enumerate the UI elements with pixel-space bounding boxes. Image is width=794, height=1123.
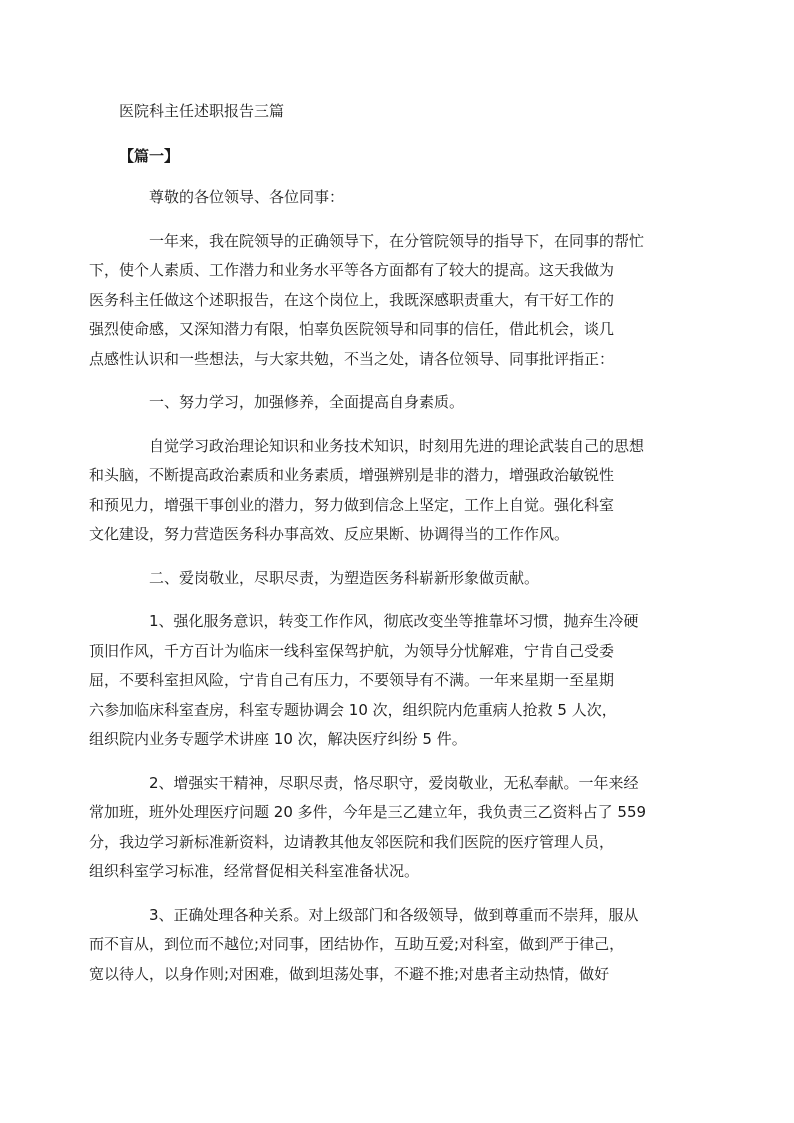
paragraph-line: 而不盲从，到位而不越位;对同事，团结协作，互助互爱;对科室，做到严于律己， — [89, 935, 625, 953]
paragraph-line: 1、强化服务意识，转变工作作风，彻底改变坐等推靠坏习惯，抛弃生冷硬 — [149, 612, 639, 630]
paragraph-point-one-body — [89, 432, 681, 550]
paragraph-intro — [89, 227, 681, 375]
paragraph-line: 一、努力学习，加强修养，全面提高自身素质。 — [149, 393, 465, 411]
paragraph-line: 六参加临床科室查房，科室专题协调会 10 次，组织院内危重病人抢救 5 人次， — [89, 700, 617, 719]
paragraph-line: 组织院内业务专题学术讲座 10 次，解决医疗纠纷 5 件。 — [89, 730, 467, 748]
paragraph-line: 二、爱岗敬业，尽职尽责，为塑造医务科崭新形象做贡献。 — [149, 568, 540, 587]
document-title: 医院科主任述职报告三篇 — [119, 102, 285, 120]
paragraph-line: 顶旧作风，千方百计为临床一线科室保驾护航，为领导分忧解难，宁肯自己受委 — [89, 641, 615, 660]
paragraph-item-2 — [89, 769, 681, 887]
paragraph-point-two-heading — [119, 564, 681, 594]
section-heading: 【篇一】 — [119, 147, 180, 165]
paragraph-line: 和预见力，增强干事创业的潜力，努力做到信念上坚定，工作上自觉。强化科室 — [89, 495, 615, 514]
paragraph-line: 自觉学习政治理论知识和业务技术知识，时刻用先进的理论武装自己的思想 — [149, 436, 645, 455]
paragraph-line: 屈，不要科室担风险，宁肯自己有压力，不要领导有不满。一年来星期一至星期 — [89, 671, 615, 689]
paragraph-line: 医务科主任做这个述职报告，在这个岗位上，我既深感职责重大，有干好工作的 — [89, 290, 615, 309]
paragraph-line: 和头脑，不断提高政治素质和业务素质，增强辨别是非的潜力，增强政治敏锐性 — [89, 466, 615, 484]
paragraph-line: 点感性认识和一些想法，与大家共勉，不当之处，请各位领导、同事批评指正： — [89, 349, 615, 368]
paragraph-line: 下，使个人素质、工作潜力和业务水平等各方面都有了较大的提高。这天我做为 — [89, 261, 615, 279]
paragraph-item-1 — [89, 607, 681, 755]
paragraph-item-3 — [89, 901, 681, 990]
paragraph-line: 常加班，班外处理医疗问题 20 多件，今年是三乙建立年，我负责三乙资料占了 559 — [89, 803, 647, 821]
document-body — [89, 183, 681, 1003]
paragraph-line: 强烈使命感，又深知潜力有限，怕辜负医院领导和同事的信任，借此机会，谈几 — [89, 320, 615, 338]
paragraph-line: 3、正确处理各种关系。对上级部门和各级领导，做到尊重而不崇拜，服从 — [149, 905, 639, 924]
paragraph-line: 分，我边学习新标准新资料，边请教其他友邻医院和我们医院的医疗管理人员， — [89, 832, 615, 851]
paragraph-line: 文化建设，努力营造医务科办事高效、反应果断、协调得当的工作作风。 — [89, 525, 570, 543]
paragraph-salutation — [119, 183, 681, 213]
paragraph-line: 组织科室学习标准，经常督促相关科室准备状况。 — [89, 862, 420, 880]
paragraph-line: 宽以待人，以身作则;对困难，做到坦荡处事，不避不推;对患者主动热情，做好 — [89, 964, 610, 983]
paragraph-line: 尊敬的各位领导、各位同事： — [149, 188, 345, 206]
paragraph-point-one-heading — [119, 388, 681, 418]
paragraph-line: 2、增强实干精神，尽职尽责，恪尽职守，爱岗敬业，无私奉献。一年来经 — [149, 773, 639, 792]
paragraph-line: 一年来，我在院领导的正确领导下，在分管院领导的指导下，在同事的帮忙 — [149, 231, 645, 250]
